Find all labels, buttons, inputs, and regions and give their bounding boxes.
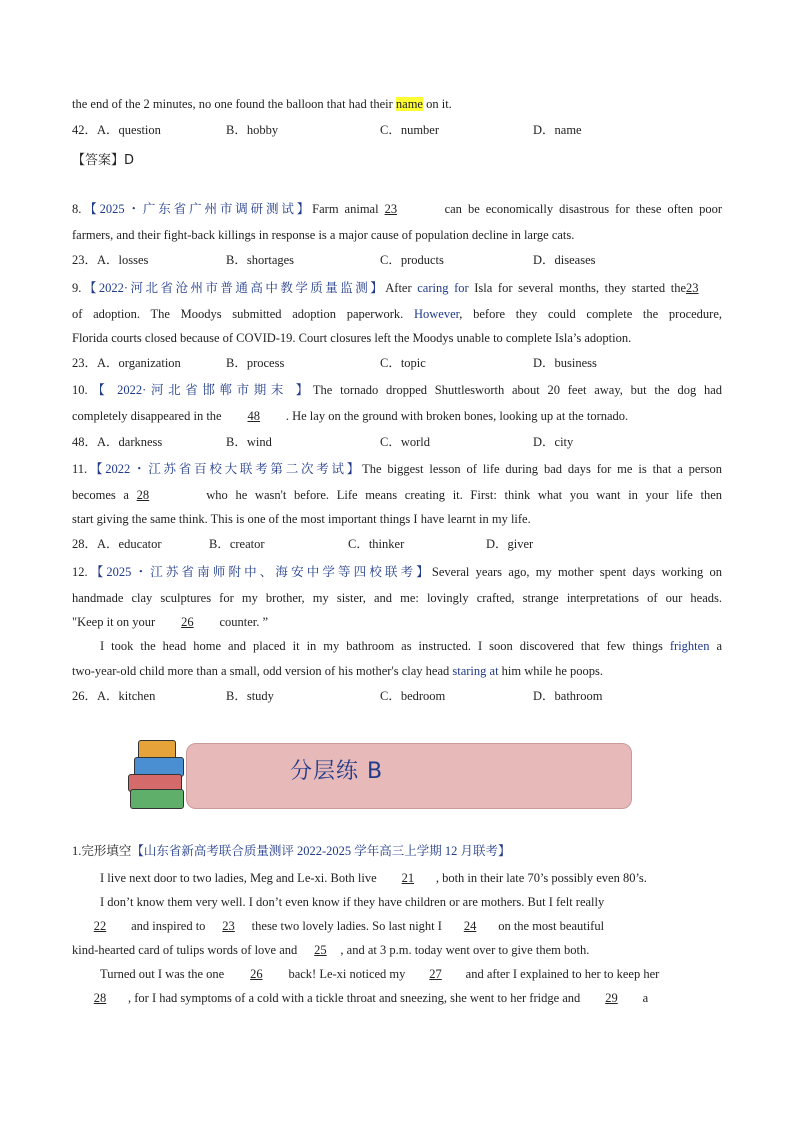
blank: 22 [93,919,107,933]
section-1-heading: 1.完形填空【山东省新高考联合质量测评 2022-2025 学年高三上学期 12 月联考】 [72,844,511,858]
option-d: D．diseases [533,253,596,267]
blank: 26 [250,967,263,981]
blank: 23 [686,281,699,295]
blank: 48 [247,409,260,423]
option-number: 42．A．question [72,123,161,137]
blank: 23 [384,202,398,216]
option-a: 28．A．educator [72,537,162,551]
passage-line: kind-hearted card of tulips words of love and 25 , and at 3 p.m. today went over to give them both. [72,943,590,957]
blank: 29 [605,991,618,1005]
question-12-line-4: I took the head home and placed it in my bathroom as instructed. I soon discovered that few things frighten a [100,639,722,653]
question-12-line-1: 12.【2025・江苏省南师附中、海安中学等四校联考】Several years ago, my mother spent days working on [72,565,722,579]
answer-label: 【答案】D [72,153,135,168]
source-label: 【山东省新高考联合质量测评 2022-2025 学年高三上学期 12 月联考】 [131,844,511,858]
passage-line: 22 and inspired to 23 these two lovely ladies. So last night I 24 on the most beautiful [72,918,604,934]
option-d: D．business [533,356,597,370]
source-label: 【2025・江苏省南师附中、海安中学等四校联考】 [87,565,432,579]
question-10-line-1: 10.【 2022·河北省邯郸市期末 】The tornado dropped Shuttlesworth about 20 feet away, but the dog had [72,383,722,397]
option-b: B．study [226,689,274,703]
blank: 21 [401,871,415,885]
question-12-line-3: "Keep it on your 26 counter. ” [72,615,269,629]
option-d: D．city [533,435,574,449]
passage-line: Turned out I was the one 26 back! Le-xi noticed my 27 and after I explained to her to keep her [100,967,660,981]
blank: 25 [314,943,327,957]
question-11-line-1: 11.【2022・江苏省百校大联考第二次考试】The biggest lesson of life during bad days for me is that a person [72,462,722,476]
blank: 27 [429,967,442,981]
option-c: C．number [380,123,440,137]
source-label: 【 2022·河北省邯郸市期末 】 [87,383,313,397]
passage-line: I don’t know them very well. I don’t even know if they have children or are mothers. But I felt really [100,895,605,909]
book-green [130,789,184,809]
option-a: 48．A．darkness [72,435,163,449]
blank: 23 [222,919,235,933]
option-c: C．products [380,253,444,267]
question-9-line-1: 9.【2022·河北省沧州市普通高中教学质量监测】After caring for Isla for several months, they started the23 [72,280,722,296]
passage-line: I live next door to two ladies, Meg and Le-xi. Both live 21 , both in their late 70’s possibly even 80’s. [100,871,647,885]
blank: 26 [181,615,194,629]
blank: 28 [136,488,150,502]
source-label: 【2022·河北省沧州市普通高中教学质量监测】 [81,281,386,295]
question-9-line-3: Florida courts closed because of COVID-19. Court closures left the Moodys unable to complete Isla’s adoption. [72,331,632,345]
option-b: B．process [226,356,285,370]
blank: 28 [93,991,107,1005]
passage-line [72,96,452,112]
option-d: D．bathroom [533,689,603,703]
section-banner [186,743,632,809]
option-b: B．shortages [226,253,295,267]
question-11-line-3: start giving the same think. This is one of the most important things I have learnt in my life. [72,512,531,526]
question-12-line-5: two-year-old child more than a small, odd version of his mother's clay head staring at him while he poops. [72,664,604,678]
question-11-line-2: becomes a 28 who he wasn't before. Life means creating it. First: think what you want in your life then [72,488,722,502]
option-c: C．bedroom [380,689,446,703]
source-label: 【2022・江苏省百校大联考第二次考试】 [87,462,363,476]
option-a: 23．A．losses [72,253,149,267]
question-8-line-2: farmers, and their fight-back killings in response is a major cause of population decline in large cats. [72,228,575,242]
question-12-line-2: handmade clay sculptures for my brother, my sister, and me: lovingly crafted, strange interpretations of our heads. [72,591,722,605]
source-label: 【2025・广东省广州市调研测试】 [81,202,313,216]
option-b: B．wind [226,435,272,449]
question-10-line-2: completely disappeared in the 48 . He lay on the ground with broken bones, looking up at the tornado. [72,409,629,423]
option-c: C．thinker [348,537,405,551]
passage-text: on it. [422,97,452,111]
section-title: 分层练 B [290,759,384,784]
option-b: B．creator [209,537,265,551]
passage-line: 28 , for I had symptoms of a cold with a tickle throat and sneezing, she went to her fridge and 29 a [72,990,648,1006]
question-8-line-1: 8.【2025・广东省广州市调研测试】Farm animal 23 can be economically disastrous for these often poor [72,202,722,216]
highlighted-word: name [395,97,423,111]
option-d: D．name [533,123,582,137]
option-c: C．topic [380,356,426,370]
passage-text: the end of the 2 minutes, no one found the balloon that had their [72,97,396,111]
option-d: D．giver [486,537,534,551]
option-c: C．world [380,435,431,449]
blank: 24 [463,919,477,933]
option-a: 26．A．kitchen [72,689,156,703]
option-b: B．hobby [226,123,279,137]
option-a: 23．A．organization [72,356,181,370]
question-9-line-2: of adoption. The Moodys submitted adoption paperwork. However, before they could complete the procedure, [72,307,722,321]
